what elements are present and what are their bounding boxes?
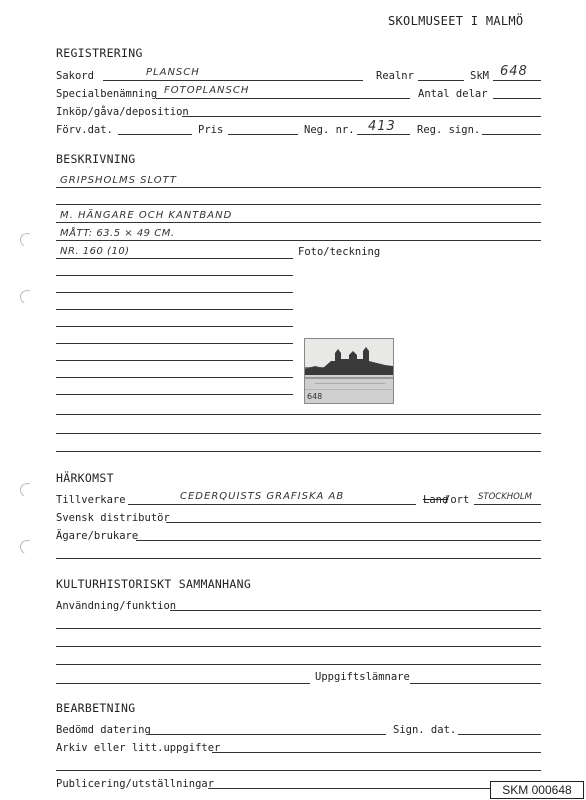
regsign-line bbox=[482, 134, 541, 135]
kultur-rule bbox=[56, 683, 310, 684]
beskrivning-rule bbox=[56, 451, 541, 452]
realnr-line bbox=[418, 80, 464, 81]
tillverkare-label: Tillverkare bbox=[56, 494, 126, 506]
beskrivning-rule bbox=[56, 360, 293, 361]
specialbenamning-line bbox=[156, 98, 410, 99]
object-photo bbox=[304, 338, 394, 404]
sign-label: Sign. dat. bbox=[393, 724, 457, 736]
section-heading-registrering: REGISTRERING bbox=[56, 46, 143, 60]
section-heading-bearbetning: BEARBETNING bbox=[56, 701, 136, 715]
kultur-rule bbox=[56, 628, 541, 629]
antal-delar-line bbox=[493, 98, 541, 99]
section-heading-beskrivning: BESKRIVNING bbox=[56, 152, 136, 166]
distributor-label: Svensk distributör bbox=[56, 512, 170, 524]
beskrivning-rule bbox=[56, 326, 293, 327]
specialbenamning-label: Specialbenämning bbox=[56, 88, 158, 100]
agare-label: Ägare/brukare bbox=[56, 530, 139, 542]
sakord-value[interactable]: PLANSCH bbox=[146, 67, 200, 78]
negnr-label: Neg. nr. bbox=[304, 124, 355, 136]
datering-line bbox=[148, 734, 386, 735]
beskrivning-rule bbox=[56, 343, 293, 344]
pris-label: Pris bbox=[198, 124, 224, 136]
beskrivning-rule bbox=[56, 187, 541, 188]
skm-line bbox=[493, 80, 541, 81]
beskrivning-rule bbox=[56, 204, 541, 205]
ort-value[interactable]: STOCKHOLM bbox=[478, 492, 532, 502]
publicering-label: Publicering/utställningar bbox=[56, 778, 215, 790]
forvdat-line bbox=[118, 134, 192, 135]
inventory-stamp: SKM 000648 bbox=[490, 781, 584, 799]
beskrivning-line-1[interactable]: GRIPSHOLMS SLOTT bbox=[60, 175, 177, 186]
antal-delar-label: Antal delar bbox=[418, 88, 488, 100]
beskrivning-rule bbox=[56, 309, 293, 310]
inkop-line bbox=[182, 116, 541, 117]
punch-hole bbox=[18, 231, 36, 249]
arkiv-label: Arkiv eller litt.uppgifter bbox=[56, 742, 221, 754]
specialbenamning-value[interactable]: FOTOPLANSCH bbox=[164, 85, 250, 96]
beskrivning-rule bbox=[56, 377, 293, 378]
beskrivning-rule bbox=[56, 222, 541, 223]
beskrivning-line-3[interactable]: MÅTT: 63.5 × 49 CM. bbox=[60, 228, 175, 239]
uppgift-line bbox=[410, 683, 541, 684]
beskrivning-line-4[interactable]: NR. 160 (10) bbox=[60, 246, 130, 257]
sakord-label: Sakord bbox=[56, 70, 94, 82]
skm-value[interactable]: 648 bbox=[500, 64, 528, 79]
harkomst-rule bbox=[56, 558, 541, 559]
pris-line bbox=[228, 134, 298, 135]
forvdat-label: Förv.dat. bbox=[56, 124, 113, 136]
land-label: Land bbox=[423, 494, 449, 506]
inkop-label: Inköp/gåva/deposition bbox=[56, 106, 189, 118]
kultur-rule bbox=[56, 646, 541, 647]
negnr-value[interactable]: 413 bbox=[368, 119, 396, 134]
bearbetning-rule bbox=[56, 770, 541, 771]
agare-line bbox=[136, 540, 541, 541]
anvandning-label: Användning/funktion bbox=[56, 600, 177, 612]
beskrivning-rule bbox=[56, 433, 541, 434]
distributor-line bbox=[166, 522, 541, 523]
punch-hole bbox=[18, 288, 36, 306]
section-heading-harkomst: HÄRKOMST bbox=[56, 471, 114, 485]
ort-label: /ort bbox=[444, 494, 470, 506]
foto-label: Foto/teckning bbox=[298, 246, 381, 258]
sign-line bbox=[458, 734, 541, 735]
regsign-label: Reg. sign. bbox=[417, 124, 481, 136]
anvandning-line bbox=[170, 610, 541, 611]
museum-name: SKOLMUSEET I MALMÖ bbox=[388, 14, 524, 28]
beskrivning-rule bbox=[56, 240, 541, 241]
beskrivning-line-2[interactable]: M. HÄNGARE OCH KANTBAND bbox=[60, 210, 233, 221]
beskrivning-rule bbox=[56, 258, 293, 259]
beskrivning-rule bbox=[56, 414, 541, 415]
punch-hole bbox=[18, 538, 36, 556]
kultur-rule bbox=[56, 664, 541, 665]
realnr-label: Realnr bbox=[376, 70, 414, 82]
negnr-line bbox=[357, 134, 410, 135]
beskrivning-rule bbox=[56, 275, 293, 276]
arkiv-line bbox=[212, 752, 541, 753]
tillverkare-line bbox=[128, 504, 416, 505]
beskrivning-rule bbox=[56, 394, 293, 395]
uppgift-label: Uppgiftslämnare bbox=[315, 671, 410, 683]
beskrivning-rule bbox=[56, 292, 293, 293]
sakord-line bbox=[103, 80, 363, 81]
ort-line bbox=[474, 504, 541, 505]
section-heading-kultur: KULTURHISTORISKT SAMMANHANG bbox=[56, 577, 252, 591]
photo-caption: 648 bbox=[307, 392, 323, 401]
punch-hole bbox=[18, 481, 36, 499]
datering-label: Bedömd datering bbox=[56, 724, 151, 736]
skm-label: SkM bbox=[470, 70, 489, 82]
tillverkare-value[interactable]: CEDERQUISTS GRAFISKA AB bbox=[180, 491, 345, 502]
